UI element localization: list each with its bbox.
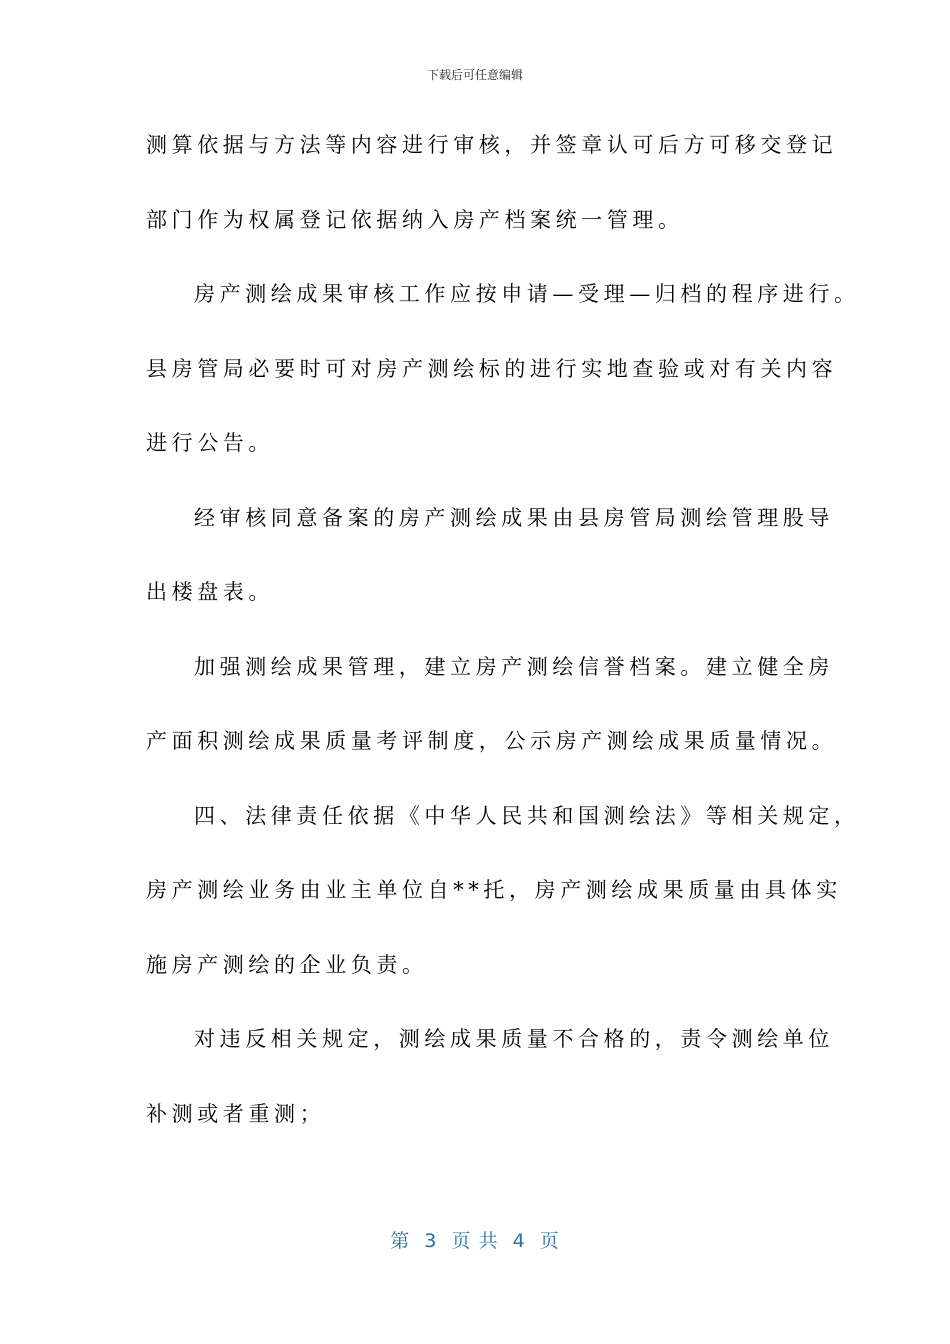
page-number-footer: 第 3 页 共 4 页 (390, 1230, 560, 1252)
text-line: 产面积测绘成果质量考评制度，公示房产测绘成果质量情况。 (146, 729, 838, 753)
text-line: 补测或者重测； (146, 1101, 326, 1126)
text-line: 测算依据与方法等内容进行审核，并签章认可后方可移交登记 (146, 133, 838, 157)
text-line: 部门作为权属登记依据纳入房产档案统一管理。 (146, 207, 684, 232)
document-body (146, 122, 860, 1165)
text-line: 出楼盘表。 (146, 580, 274, 604)
text-line: 施房产测绘的企业负责。 (146, 952, 428, 977)
text-line: 县房管局必要时可对房产测绘标的进行实地查验或对有关内容 (146, 356, 838, 381)
page-header: 下载后可任意编辑 (426, 68, 523, 82)
text-line: 进行公告。 (146, 431, 274, 455)
paragraph-start: 房产测绘成果审核工作应按申请—受理—归档的程序进行。 (194, 282, 860, 306)
paragraph-start: 四、法律责任依据《中华人民共和国测绘法》等相关规定， (194, 803, 860, 828)
paragraph-start: 对违反相关规定，测绘成果质量不合格的，责令测绘单位 (194, 1027, 834, 1051)
paragraph-start: 加强测绘成果管理，建立房产测绘信誉档案。建立健全房 (194, 654, 834, 679)
text-line: 房产测绘业务由业主单位自**托，房产测绘成果质量由具体实 (146, 878, 842, 902)
paragraph-start: 经审核同意备案的房产测绘成果由县房管局测绘管理股导 (194, 505, 834, 530)
